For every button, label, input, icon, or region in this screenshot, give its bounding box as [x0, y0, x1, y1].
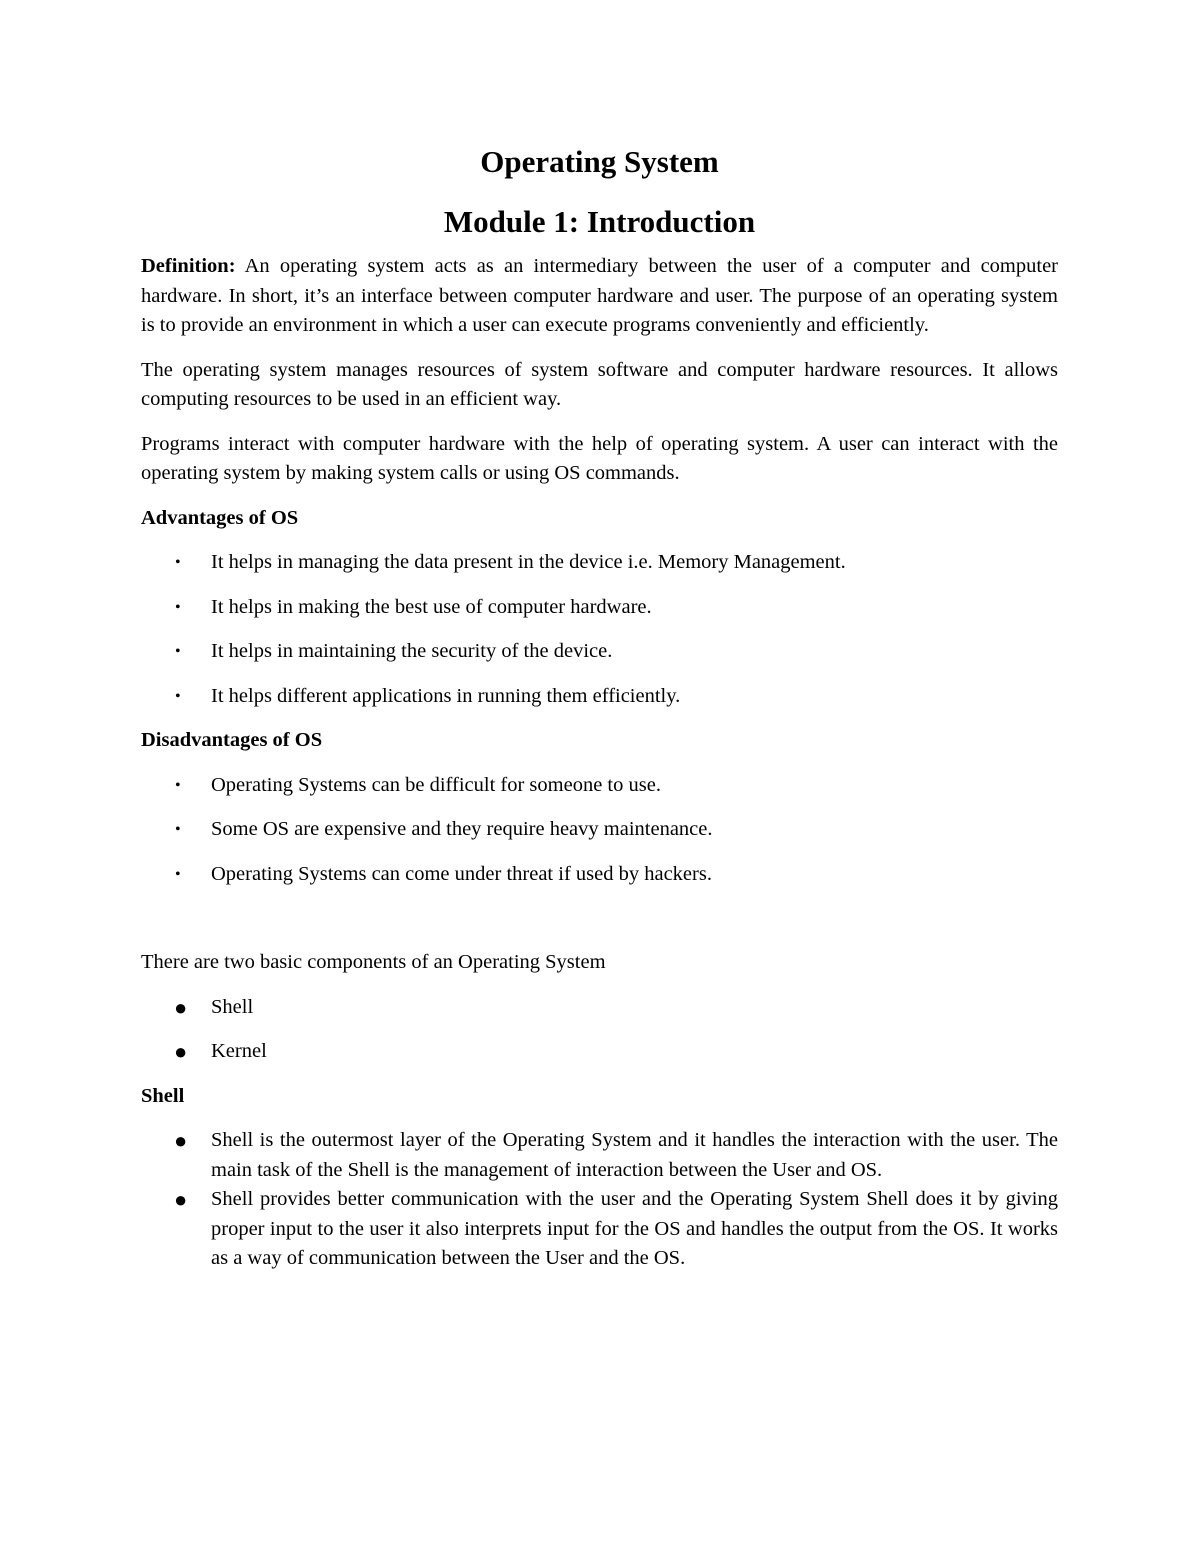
list-item: • It helps in maintaining the security of the device.	[141, 637, 1058, 667]
shell-list	[141, 1126, 1058, 1274]
bullet-icon: ●	[174, 994, 188, 1020]
bullet-icon: ●	[174, 1187, 188, 1212]
list-item: • Some OS are expensive and they require heavy maintenance.	[141, 815, 1058, 845]
definition-text: An operating system acts as an intermediary between the user of a computer and computer hardware. In short, it’s an interface between computer hardware and user. The purpose of an operating system is to provide an environment in which a user can execute programs conveniently and efficiently.	[141, 255, 1058, 336]
disadvantages-list	[141, 771, 1058, 890]
components-intro: There are two basic components of an Operating System	[141, 951, 606, 973]
list-item: • Operating Systems can come under threat if used by hackers.	[141, 860, 1058, 890]
definition-paragraph	[141, 252, 1058, 341]
list-item: ● Kernel	[141, 1037, 1058, 1067]
resources-paragraph: The operating system manages resources of system software and computer hardware resources. It allows computing resources to be used in an efficient way.	[141, 358, 1058, 410]
bullet-icon: •	[175, 687, 181, 705]
bullet-icon: •	[175, 598, 181, 616]
document-page	[141, 140, 1058, 1274]
bullet-icon: •	[175, 554, 181, 571]
advantages-list	[141, 548, 1058, 711]
list-item: • Operating Systems can be difficult for someone to use.	[141, 771, 1058, 801]
definition-label: Definition:	[141, 255, 236, 277]
bullet-icon: •	[175, 643, 181, 660]
bullet-icon: •	[175, 776, 181, 794]
list-item: ● Shell	[141, 993, 1058, 1023]
bullet-icon: •	[175, 821, 181, 838]
disadvantages-heading: Disadvantages of OS	[141, 729, 323, 751]
components-list	[141, 993, 1058, 1067]
bullet-icon: ●	[174, 1039, 188, 1064]
bullet-icon: •	[175, 865, 181, 883]
list-item: • It helps different applications in running them efficiently.	[141, 682, 1058, 712]
document-title: Operating System	[480, 144, 719, 179]
list-item: ● Shell provides better communication with the user and the Operating System Shell does it by giving proper input to the user it also interprets input for the OS and handles the output from the OS. It works as a way of communication between the User and the OS.	[174, 1187, 1058, 1269]
interaction-paragraph: Programs interact with computer hardware with the help of operating system. A user can interact with the operating system by making system calls or using OS commands.	[141, 432, 1058, 484]
list-item: • It helps in making the best use of computer hardware.	[141, 593, 1058, 623]
list-item: • It helps in managing the data present in the device i.e. Memory Management.	[141, 548, 1058, 578]
module-title: Module 1: Introduction	[443, 204, 756, 239]
advantages-heading: Advantages of OS	[141, 506, 299, 529]
shell-heading: Shell	[141, 1084, 185, 1107]
list-item: ● Shell is the outermost layer of the Operating System and it handles the interaction with the user. The main task of the Shell is the management of interaction between the User and OS.	[174, 1128, 1058, 1181]
bullet-icon: ●	[174, 1128, 188, 1153]
